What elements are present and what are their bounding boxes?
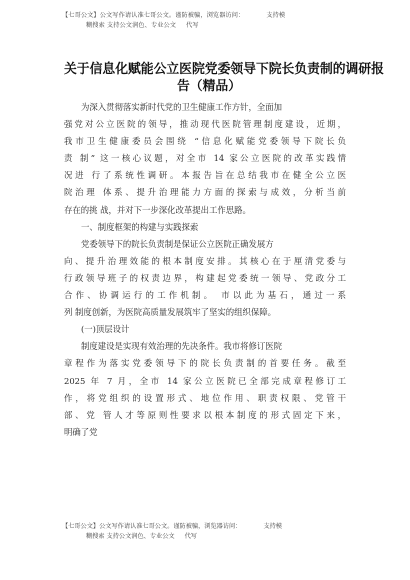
- header-note-line2: 糊搜索 支持公文润色、专业公文 代写: [86, 22, 199, 29]
- body-line: 我市卫生健康委员会围绕 “信息化赋能党委领导下院长负: [64, 136, 346, 147]
- body-line: 为深入贯彻落实新时代党的卫生健康工作方针，全面加: [81, 102, 282, 112]
- body-line: 况进 行了系统性调研。本报告旨在总结我市在健全公立医: [64, 170, 346, 181]
- section-heading: 一、制度框架的构建与实践探索: [81, 221, 199, 232]
- header-note-line1: 【七哥公文】公文写作请认准七哥公文。谨防被骗，浏览器访问： 支持模: [62, 12, 286, 19]
- body-line: 院治理 体系、提升治理能力方面的探索与成效，分析当前: [64, 187, 346, 198]
- subsection-heading: (一)顶层设计: [81, 324, 130, 335]
- body-line: 行政领导班子的权责边界，构建起党委统一领导、党政分工: [64, 272, 346, 283]
- body-line: 明确了党: [64, 426, 98, 437]
- document-title: [64, 61, 384, 95]
- body-line: 章程作为落实党委领导下的院长负责制的首要任务。截至: [64, 358, 346, 369]
- body-line: 作，将党组织的设置形式、地位作用、职责权限、党管干: [64, 392, 346, 403]
- body-line: 强党对公立医院的领导，推动现代医院管理制度建设，近期，: [64, 119, 346, 130]
- body-line: 向、提升治理效能的根本制度安排。其核心在于厘清党委与: [64, 255, 346, 266]
- body-line: 存在的挑 战，并对下一步深化改革提出工作思路。: [64, 204, 251, 215]
- document-body: [64, 99, 346, 441]
- footer-note-line1: 【七哥公文】公文写作请认准七哥公文。谨防被骗，浏览器访问： 支持模: [62, 523, 282, 530]
- title-line-1: 关于信息化赋能公立医院党委领导下院长负责制的调研报: [64, 62, 384, 77]
- body-line: 列 制度创新，为医院高质量发展筑牢了坚实的组织保障。: [64, 307, 277, 318]
- body-line: 制度建设是实现有效治理的先决条件。我市将修订医院: [81, 341, 282, 352]
- body-line: 2025 年 7 月，全市 14 家公立医院已全部完成章程修订工: [64, 375, 346, 386]
- footer-note-line2: 糊搜索 支持公文润色、专业公文 代写: [86, 533, 197, 540]
- footer-note: [62, 522, 362, 542]
- body-line: 党委领导下的院长负责制是保证公立医院正确发展方: [81, 238, 274, 249]
- body-line: 部、党 管人才等原则性要求以根本制度的形式固定下来，: [64, 409, 346, 420]
- title-line-2: 告（精品）: [177, 79, 241, 94]
- header-note: [62, 11, 362, 31]
- body-line: 合作、协调运行的工作机制。 市以此为基石，通过一系: [64, 290, 346, 301]
- body-line: 责 制” 这一核心议题，对全市 14 家公立医院的改革实践情: [64, 153, 346, 164]
